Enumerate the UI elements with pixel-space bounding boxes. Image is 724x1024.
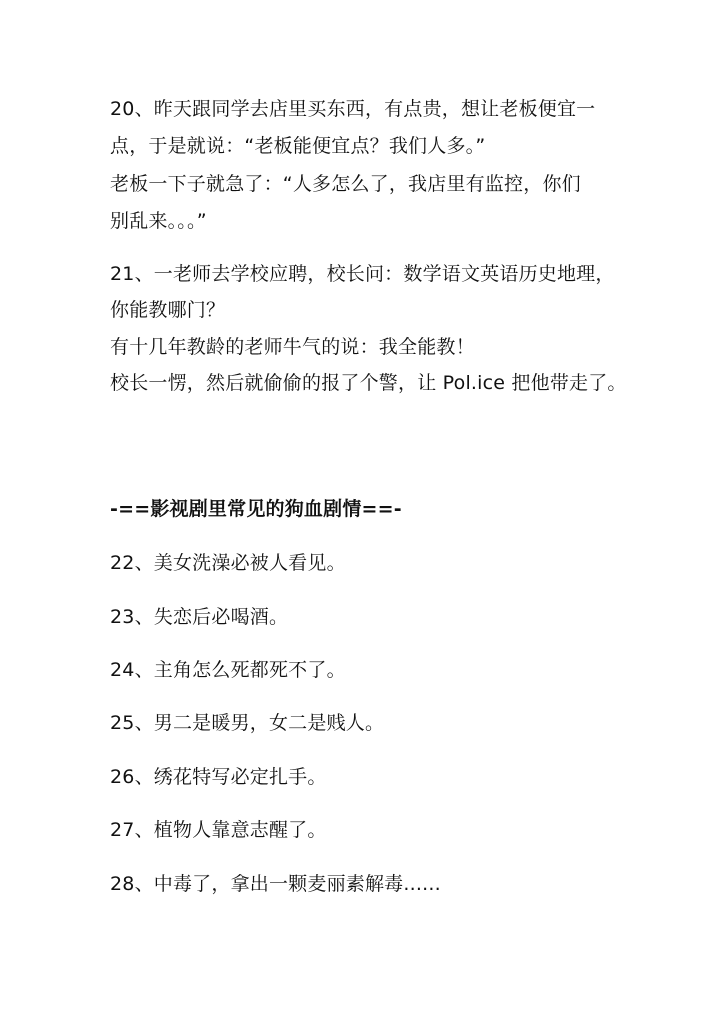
joke-21-line-4: 校长一愣，然后就偷偷的报了个警，让 Pol.ice 把他带走了。	[110, 372, 627, 394]
section-heading: -==影视剧里常见的狗血剧情==-	[110, 498, 402, 520]
joke-20-line-1: 20、昨天跟同学去店里买东西，有点贵，想让老板便宜一	[110, 98, 596, 120]
list-item: 26、绣花特写必定扎手。	[110, 766, 327, 788]
list-item: 27、植物人靠意志醒了。	[110, 819, 327, 841]
list-item: 22、美女洗澡必被人看见。	[110, 552, 346, 574]
joke-20-line-3: 老板一下子就急了：“人多怎么了，我店里有监控，你们	[110, 173, 581, 195]
joke-21-line-2: 你能教哪门？	[110, 299, 226, 321]
joke-21-line-1: 21、一老师去学校应聘，校长问：数学语文英语历史地理，	[110, 263, 615, 285]
joke-20-line-4: 别乱来。。。”	[110, 210, 207, 232]
joke-20-line-2: 点，于是就说：“老板能便宜点？我们人多。”	[110, 135, 486, 157]
joke-21-line-3: 有十几年教龄的老师牛气的说：我全能教！	[110, 336, 475, 358]
list-item: 28、中毒了，拿出一颗麦丽素解毒......	[110, 873, 441, 895]
list-item: 23、失恋后必喝酒。	[110, 606, 289, 628]
list-item: 25、男二是暖男，女二是贱人。	[110, 712, 385, 734]
list-item: 24、主角怎么死都死不了。	[110, 659, 346, 681]
